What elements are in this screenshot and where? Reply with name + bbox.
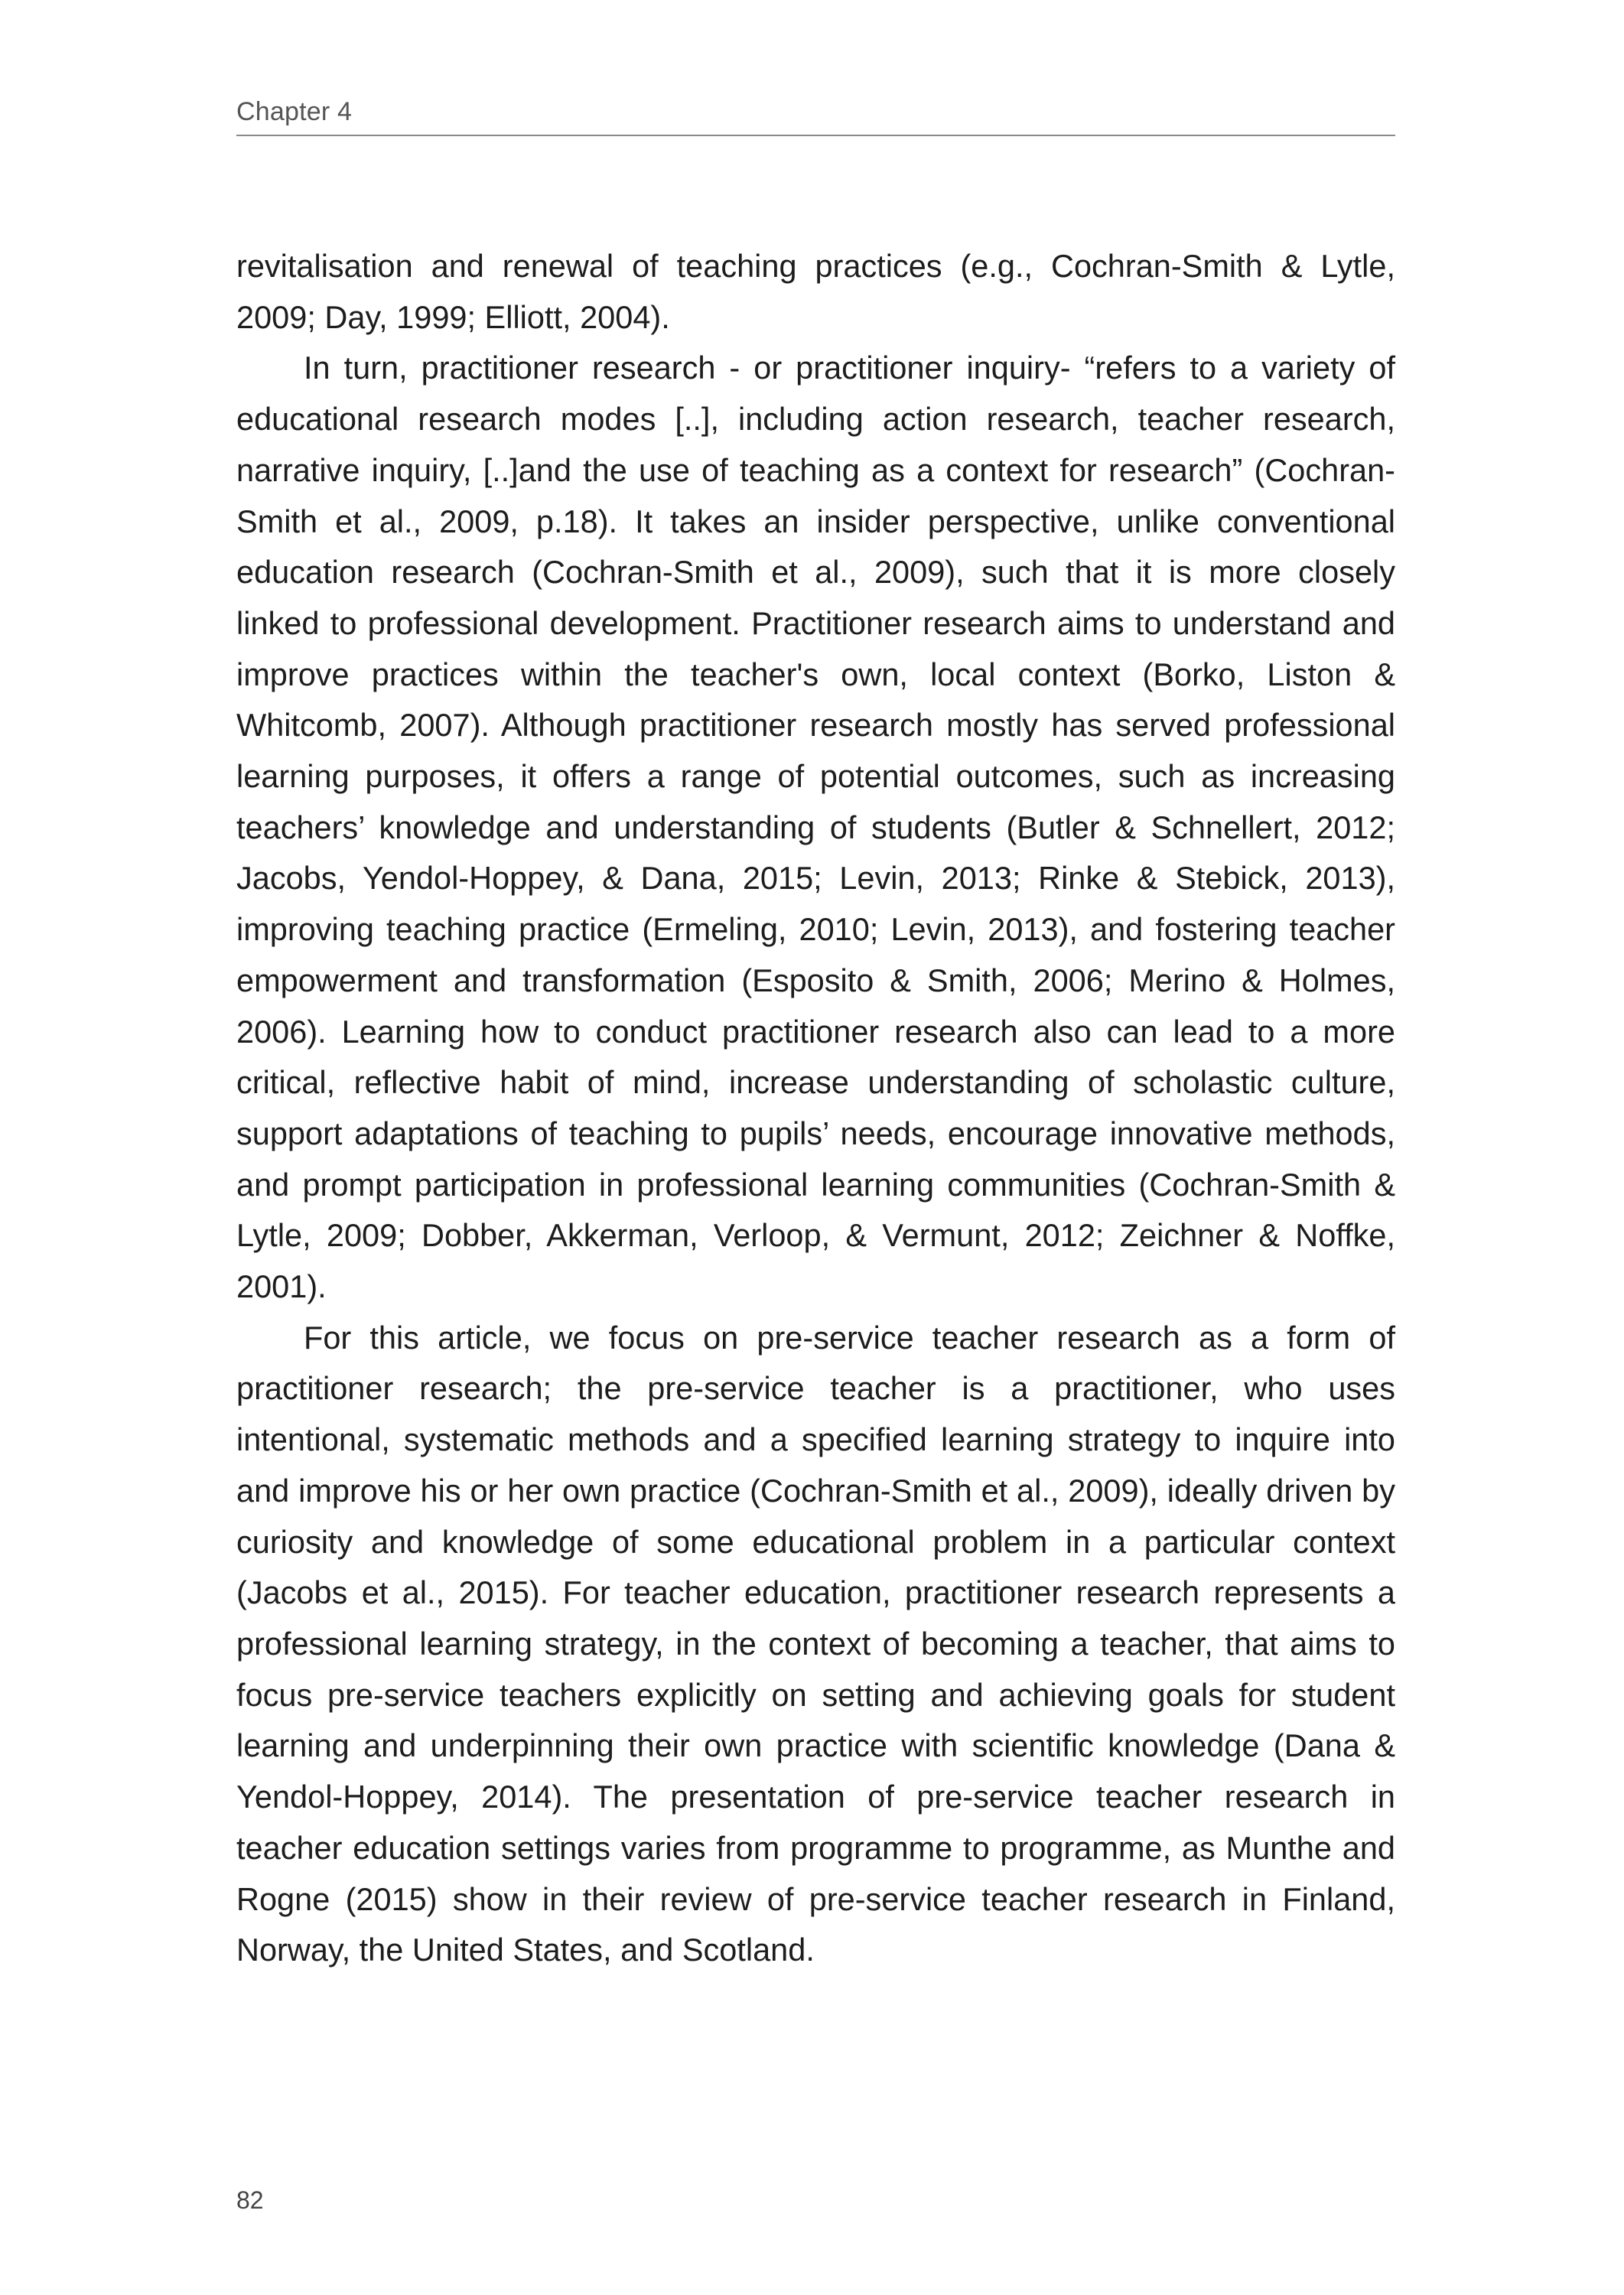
running-header <box>236 95 1395 136</box>
body-text <box>236 241 1395 1976</box>
paragraph-continuation: revitalisation and renewal of teaching practices (e.g., Cochran-Smith & Lytle, 2009; Day, 1999; Elliott, 2004). <box>236 248 1395 335</box>
page-number: 82 <box>236 2186 264 2214</box>
paragraph-pre-service-teacher-research: For this article, we focus on pre-service teacher research as a form of practitioner research; the pre-service teacher is a practitioner, who uses intentional, systematic methods and a specified learning strategy to inquire into and improve his or her own practice (Cochran-Smith et al., 2009), ideally driven by curiosity and knowledge of some educational problem in a particular context (Jacobs et al., 2015). For teacher education, practitioner research represents a professional learning strategy, in the context of becoming a teacher, that aims to focus pre-service teachers explicitly on setting and achieving goals for student learning and underpinning their own practice with scientific knowledge (Dana & Yendol-Hoppey, 2014). The presentation of pre-service teacher research in teacher education settings varies from programme to programme, as Munthe and Rogne (2015) show in their review of pre-service teacher research in Finland, Norway, the United States, and Scotland. <box>236 1319 1395 1968</box>
paragraph-practitioner-research: In turn, practitioner research - or practitioner inquiry- “refers to a variety of educational research modes [..], including action research, teacher research, narrative inquiry, [..]and the use of teaching as a context for research” (Cochran-Smith et al., 2009, p.18). It takes an insider perspective, unlike conventional education research (Cochran-Smith et al., 2009), such that it is more closely linked to professional development. Practitioner research aims to understand and improve practices within the teacher's own, local context (Borko, Liston & Whitcomb, 2007). Although practitioner research mostly has served professional learning purposes, it offers a range of potential outcomes, such as increasing teachers’ knowledge and understanding of students (Butler & Schnellert, 2012; Jacobs, Yendol-Hoppey, & Dana, 2015; Levin, 2013; Rinke & Stebick, 2013), improving teaching practice (Ermeling, 2010; Levin, 2013), and fostering teacher empowerment and transformation (Esposito & Smith, 2006; Merino & Holmes, 2006). Learning how to conduct practitioner research also can lead to a more critical, reflective habit of mind, increase understanding of scholastic culture, support adaptations of teaching to pupils’ needs, encourage innovative methods, and prompt participation in professional learning communities (Cochran-Smith & Lytle, 2009; Dobber, Akkerman, Verloop, & Vermunt, 2012; Zeichner & Noffke, 2001). <box>236 350 1395 1305</box>
chapter-label: Chapter 4 <box>236 97 353 126</box>
